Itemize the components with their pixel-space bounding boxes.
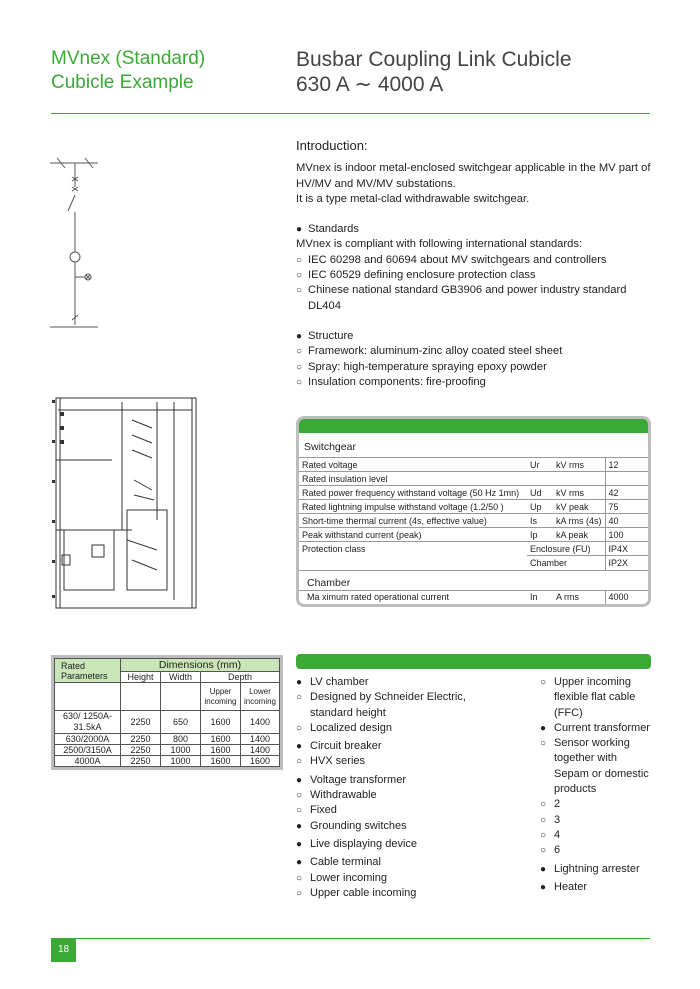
row-unit: kV rms <box>553 458 605 472</box>
upper-cell: 1600 <box>201 734 241 745</box>
row-value: 12 <box>605 458 648 472</box>
list-item: ● Circuit breaker <box>296 739 476 754</box>
dimensions-header: Dimensions (mm) <box>121 659 280 672</box>
protection-class-label: Protection class <box>299 542 527 556</box>
height-cell: 2250 <box>121 745 161 756</box>
row-unit: kV rms <box>553 486 605 500</box>
row-value: 100 <box>605 528 648 542</box>
intro-para2: It is a type metal-clad withdrawable switchgear. <box>296 192 530 205</box>
list-item: ● Current transformer <box>540 721 652 736</box>
width-header: Width <box>161 672 201 683</box>
cubicle-section-drawing <box>52 380 202 610</box>
row-label: Peak withstand current (peak) <box>299 528 527 542</box>
table-row <box>55 756 280 767</box>
row-label: Rated voltage <box>299 458 527 472</box>
section-title-line2: Cubicle Example <box>51 72 194 93</box>
ratings-section-switchgear: Switchgear <box>304 441 356 453</box>
list-item: ○ 4 <box>540 828 652 843</box>
components-header-bar <box>296 654 651 669</box>
row-unit: kA rms (4s) <box>553 514 605 528</box>
lower-cell: 1600 <box>241 756 280 767</box>
list-item: ● Cable terminal <box>296 855 476 870</box>
row-symbol: Ip <box>527 528 553 542</box>
row-value: 40 <box>605 514 648 528</box>
standard-item: ○ Chinese national standard GB3906 and power industry standard DL404 <box>296 283 656 314</box>
width-cell: 800 <box>161 734 201 745</box>
table-row <box>299 458 648 472</box>
row-symbol: Ud <box>527 486 553 500</box>
list-item: ○ Lower incoming <box>296 871 476 886</box>
table-row <box>299 514 648 528</box>
list-item: ○ Upper cable incoming <box>296 886 476 901</box>
table-row <box>55 711 280 734</box>
list-item: ● Lightning arrester <box>540 862 652 877</box>
height-cell: 2250 <box>121 711 161 734</box>
page-title <box>296 47 572 97</box>
upper-incoming-header: Upper incoming <box>201 683 241 711</box>
lower-cell: 1400 <box>241 711 280 734</box>
table-row <box>299 500 648 514</box>
depth-header: Depth <box>201 672 280 683</box>
list-item: ○ 3 <box>540 813 652 828</box>
list-item: ○ 2 <box>540 797 652 812</box>
standard-item: ○ IEC 60529 defining enclosure protection class <box>296 268 656 283</box>
ratings-section-chamber: Chamber <box>299 570 648 590</box>
single-line-diagram <box>48 155 108 335</box>
list-item: ● Grounding switches <box>296 819 476 834</box>
standards-lead: MVnex is compliant with following international standards: <box>296 238 583 251</box>
list-item: ● Heater <box>540 880 652 895</box>
intro-heading: Introduction: <box>296 138 368 153</box>
list-item: ○ Designed by Schneider Electric, standard height <box>296 690 476 721</box>
standards-title: ● Standards <box>296 222 656 237</box>
structure-title: ● Structure <box>296 329 656 344</box>
page-title-line1: Busbar Coupling Link Cubicle <box>296 48 572 71</box>
ratings-header-bar <box>299 419 648 433</box>
section-title <box>51 47 205 95</box>
param-cell: 4000A <box>55 756 121 767</box>
enclosure-label: Enclosure (FU) <box>527 542 605 556</box>
footer-divider <box>51 938 650 939</box>
row-value: 42 <box>605 486 648 500</box>
intro-para1: MVnex is indoor metal-enclosed switchgear applicable in the MV part of HV/MV and MV/MV substations. <box>296 162 651 190</box>
upper-cell: 1600 <box>201 756 241 767</box>
row-label: Rated lightning impulse withstand voltage (1.2/50 ) <box>299 500 527 514</box>
lower-cell: 1400 <box>241 734 280 745</box>
chamber-label: Chamber <box>527 556 605 570</box>
table-row <box>55 734 280 745</box>
param-cell: 630/2000A <box>55 734 121 745</box>
structure-item: ○ Framework: aluminum-zinc alloy coated steel sheet <box>296 344 656 359</box>
row-unit <box>553 472 605 486</box>
rated-parameters-header: Rated Parameters <box>55 659 121 683</box>
row-symbol: Up <box>527 500 553 514</box>
height-header: Height <box>121 672 161 683</box>
list-item: ● Voltage transformer <box>296 773 476 788</box>
table-row <box>299 528 648 542</box>
enclosure-value: IP4X <box>605 542 648 556</box>
dimensions-table <box>51 655 283 770</box>
param-cell: 630/ 1250A-31.5kA <box>55 711 121 734</box>
upper-cell: 1600 <box>201 711 241 734</box>
standard-item: ○ IEC 60298 and 60694 about MV switchgears and controllers <box>296 253 656 268</box>
list-item: ○ Fixed <box>296 803 476 818</box>
table-header-row <box>55 659 280 672</box>
table-row <box>299 542 648 556</box>
list-item: ○ 6 <box>540 843 652 858</box>
lower-incoming-header: Lower incoming <box>241 683 280 711</box>
upper-cell: 1600 <box>201 745 241 756</box>
height-cell: 2250 <box>121 756 161 767</box>
row-value: 75 <box>605 500 648 514</box>
param-cell: 2500/3150A <box>55 745 121 756</box>
table-row <box>299 590 648 604</box>
table-row <box>55 745 280 756</box>
list-item: ○ Sensor working together with Sepam or domestic products <box>540 736 652 797</box>
structure-item: ○ Spray: high-temperature spraying epoxy powder <box>296 360 656 375</box>
table-header-row <box>55 683 280 711</box>
table-row <box>299 486 648 500</box>
row-symbol: Is <box>527 514 553 528</box>
header-divider <box>51 113 650 114</box>
row-label: Rated insulation level <box>299 472 527 486</box>
row-unit: kV peak <box>553 500 605 514</box>
height-cell: 2250 <box>121 734 161 745</box>
list-item: ○ Localized design <box>296 721 476 736</box>
width-cell: 1000 <box>161 756 201 767</box>
list-item: ● LV chamber <box>296 675 476 690</box>
components-list-right <box>540 675 652 895</box>
components-list-left <box>296 675 476 901</box>
structure-item: ○ Insulation components: fire-proofing <box>296 375 656 390</box>
lower-cell: 1400 <box>241 745 280 756</box>
list-item: ○ Withdrawable <box>296 788 476 803</box>
row-symbol: Ur <box>527 458 553 472</box>
row-symbol <box>527 472 553 486</box>
row-value: 4000 <box>605 590 648 604</box>
list-item: ○ Upper incoming flexible flat cable (FFC) <box>540 675 652 721</box>
row-unit: kA peak <box>553 528 605 542</box>
row-label: Ma ximum rated operational current <box>299 590 527 604</box>
chamber-value: IP2X <box>605 556 648 570</box>
row-unit: A rms <box>553 590 605 604</box>
row-label: Rated power frequency withstand voltage (50 Hz 1mn) <box>299 486 527 500</box>
width-cell: 1000 <box>161 745 201 756</box>
width-cell: 650 <box>161 711 201 734</box>
section-title-line1: MVnex (Standard) <box>51 48 206 69</box>
page-title-line2: 630 A ∼ 4000 A <box>296 73 444 96</box>
row-symbol: In <box>527 590 553 604</box>
list-item: ○ HVX series <box>296 754 476 769</box>
row-value <box>605 472 648 486</box>
table-row <box>299 472 648 486</box>
page-number: 18 <box>51 938 76 962</box>
introduction <box>296 138 656 390</box>
ratings-table <box>296 416 651 607</box>
row-label: Short-time thermal current (4s, effective value) <box>299 514 527 528</box>
table-row <box>299 556 648 570</box>
list-item: ● Live displaying device <box>296 837 476 852</box>
